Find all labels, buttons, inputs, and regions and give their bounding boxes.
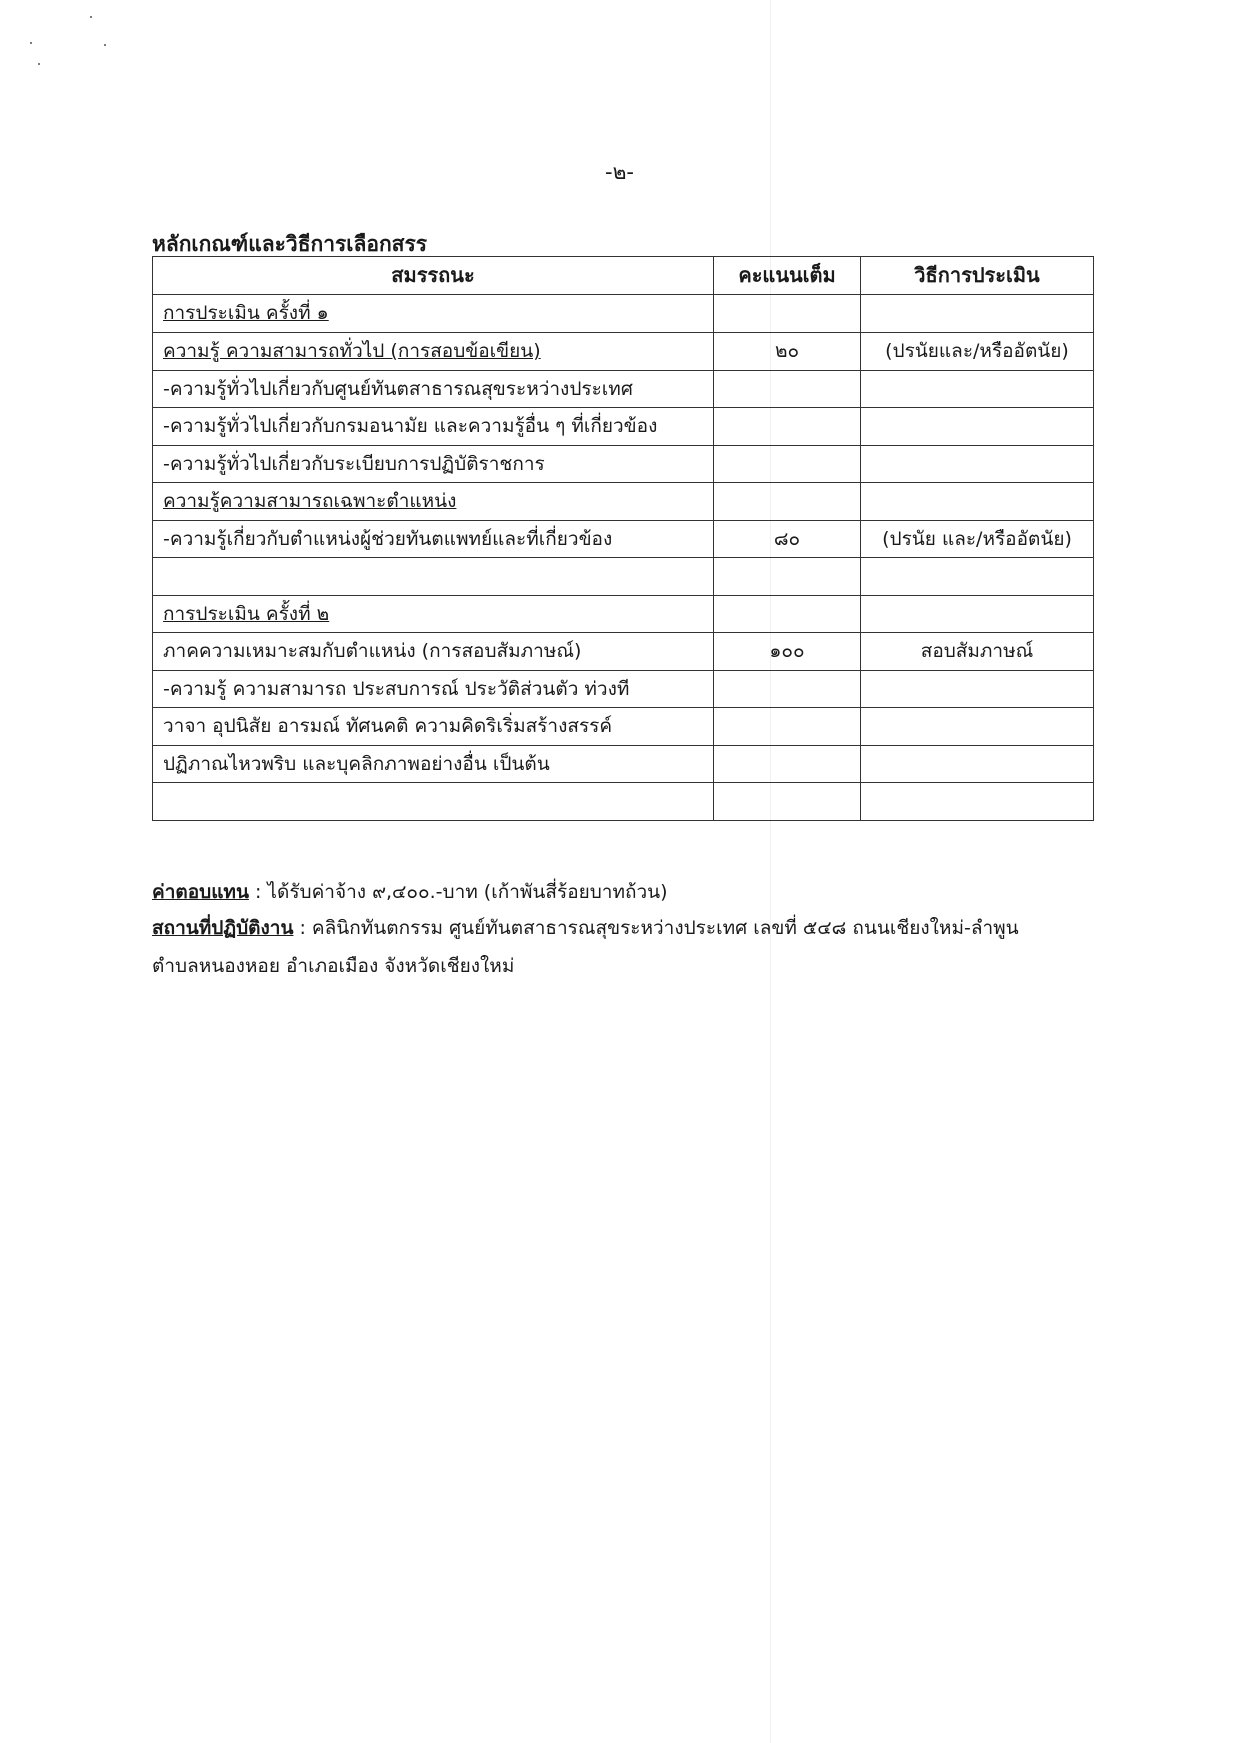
full-score-cell: ๘๐ bbox=[714, 520, 861, 558]
full-score-cell bbox=[714, 483, 861, 521]
competency-cell: -ความรู้ทั่วไปเกี่ยวกับระเบียบการปฏิบัติราชการ bbox=[153, 445, 714, 483]
method-cell bbox=[861, 745, 1094, 783]
section-heading: หลักเกณฑ์และวิธีการเลือกสรร bbox=[152, 232, 428, 256]
scan-speck bbox=[38, 63, 40, 65]
full-score-cell bbox=[714, 745, 861, 783]
full-score-cell bbox=[714, 294, 861, 333]
table-row bbox=[153, 595, 1094, 633]
competency-cell: ความรู้ความสามารถเฉพาะตำแหน่ง bbox=[153, 483, 714, 521]
competency-cell: -ความรู้ทั่วไปเกี่ยวกับศูนย์ทันตสาธารณสุขระหว่างประเทศ bbox=[153, 370, 714, 408]
method-cell bbox=[861, 595, 1094, 633]
competency-cell: -ความรู้ทั่วไปเกี่ยวกับกรมอนามัย และความรู้อื่น ๆ ที่เกี่ยวข้อง bbox=[153, 408, 714, 446]
competency-cell: ความรู้ ความสามารถทั่วไป (การสอบข้อเขียน) bbox=[153, 333, 714, 371]
method-cell bbox=[861, 370, 1094, 408]
full-score-cell bbox=[714, 445, 861, 483]
header-full-score: คะแนนเต็ม bbox=[714, 257, 861, 295]
table-header-row bbox=[153, 257, 1094, 295]
full-score-cell bbox=[714, 595, 861, 633]
full-score-cell bbox=[714, 783, 861, 821]
competency-cell: การประเมิน ครั้งที่ ๒ bbox=[153, 595, 714, 633]
method-cell bbox=[861, 558, 1094, 596]
method-cell bbox=[861, 708, 1094, 746]
full-score-cell bbox=[714, 408, 861, 446]
competency-cell bbox=[153, 558, 714, 596]
method-cell bbox=[861, 783, 1094, 821]
scan-speck bbox=[30, 42, 32, 44]
method-cell bbox=[861, 294, 1094, 333]
method-cell: (ปรนัยและ/หรืออัตนัย) bbox=[861, 333, 1094, 371]
competency-cell: การประเมิน ครั้งที่ ๑ bbox=[153, 294, 714, 333]
table-row bbox=[153, 483, 1094, 521]
method-cell bbox=[861, 670, 1094, 708]
full-score-cell: ๑๐๐ bbox=[714, 633, 861, 671]
table-body bbox=[153, 294, 1094, 820]
scan-speck bbox=[90, 16, 92, 18]
table-row bbox=[153, 633, 1094, 671]
table-row bbox=[153, 708, 1094, 746]
table-row bbox=[153, 294, 1094, 333]
workplace-label: สถานที่ปฏิบัติงาน bbox=[152, 917, 294, 939]
table-row bbox=[153, 745, 1094, 783]
method-cell: สอบสัมภาษณ์ bbox=[861, 633, 1094, 671]
workplace-text: : คลินิกทันตกรรม ศูนย์ทันตสาธารณสุขระหว่างประเทศ เลขที่ ๕๔๘ ถนนเชียงใหม่-ลำพูน bbox=[293, 917, 1019, 939]
workplace-line bbox=[152, 910, 1093, 946]
workplace-line-2: ตำบลหนองหอย อำเภอเมือง จังหวัดเชียงใหม่ bbox=[152, 955, 515, 977]
competency-cell: ภาคความเหมาะสมกับตำแหน่ง (การสอบสัมภาษณ์) bbox=[153, 633, 714, 671]
method-cell bbox=[861, 445, 1094, 483]
scan-speck bbox=[104, 44, 106, 46]
method-cell bbox=[861, 483, 1094, 521]
competency-cell: ปฏิภาณไหวพริบ และบุคลิกภาพอย่างอื่น เป็นต้น bbox=[153, 745, 714, 783]
full-score-cell: ๒๐ bbox=[714, 333, 861, 371]
table-row bbox=[153, 445, 1094, 483]
header-method: วิธีการประเมิน bbox=[861, 257, 1094, 295]
table-row bbox=[153, 408, 1094, 446]
header-competency: สมรรถนะ bbox=[153, 257, 714, 295]
table-row bbox=[153, 670, 1094, 708]
criteria-table bbox=[152, 256, 1094, 821]
table-row bbox=[153, 783, 1094, 821]
compensation-label: ค่าตอบแทน bbox=[152, 881, 249, 903]
table-row bbox=[153, 370, 1094, 408]
method-cell: (ปรนัย และ/หรืออัตนัย) bbox=[861, 520, 1094, 558]
full-score-cell bbox=[714, 670, 861, 708]
competency-cell: วาจา อุปนิสัย อารมณ์ ทัศนคติ ความคิดริเริ่มสร้างสรรค์ bbox=[153, 708, 714, 746]
full-score-cell bbox=[714, 558, 861, 596]
table-row bbox=[153, 333, 1094, 371]
page-number: -๒- bbox=[605, 160, 634, 184]
full-score-cell bbox=[714, 708, 861, 746]
compensation-line bbox=[152, 874, 1093, 910]
full-score-cell bbox=[714, 370, 861, 408]
compensation-text: : ได้รับค่าจ้าง ๙,๔๐๐.-บาท (เก้าพันสี่ร้อยบาทถ้วน) bbox=[248, 881, 668, 903]
table-row bbox=[153, 558, 1094, 596]
method-cell bbox=[861, 408, 1094, 446]
table-row bbox=[153, 520, 1094, 558]
competency-cell bbox=[153, 783, 714, 821]
competency-cell: -ความรู้ ความสามารถ ประสบการณ์ ประวัติส่วนตัว ท่วงที bbox=[153, 670, 714, 708]
competency-cell: -ความรู้เกี่ยวกับตำแหน่งผู้ช่วยทันตแพทย์และที่เกี่ยวข้อง bbox=[153, 520, 714, 558]
